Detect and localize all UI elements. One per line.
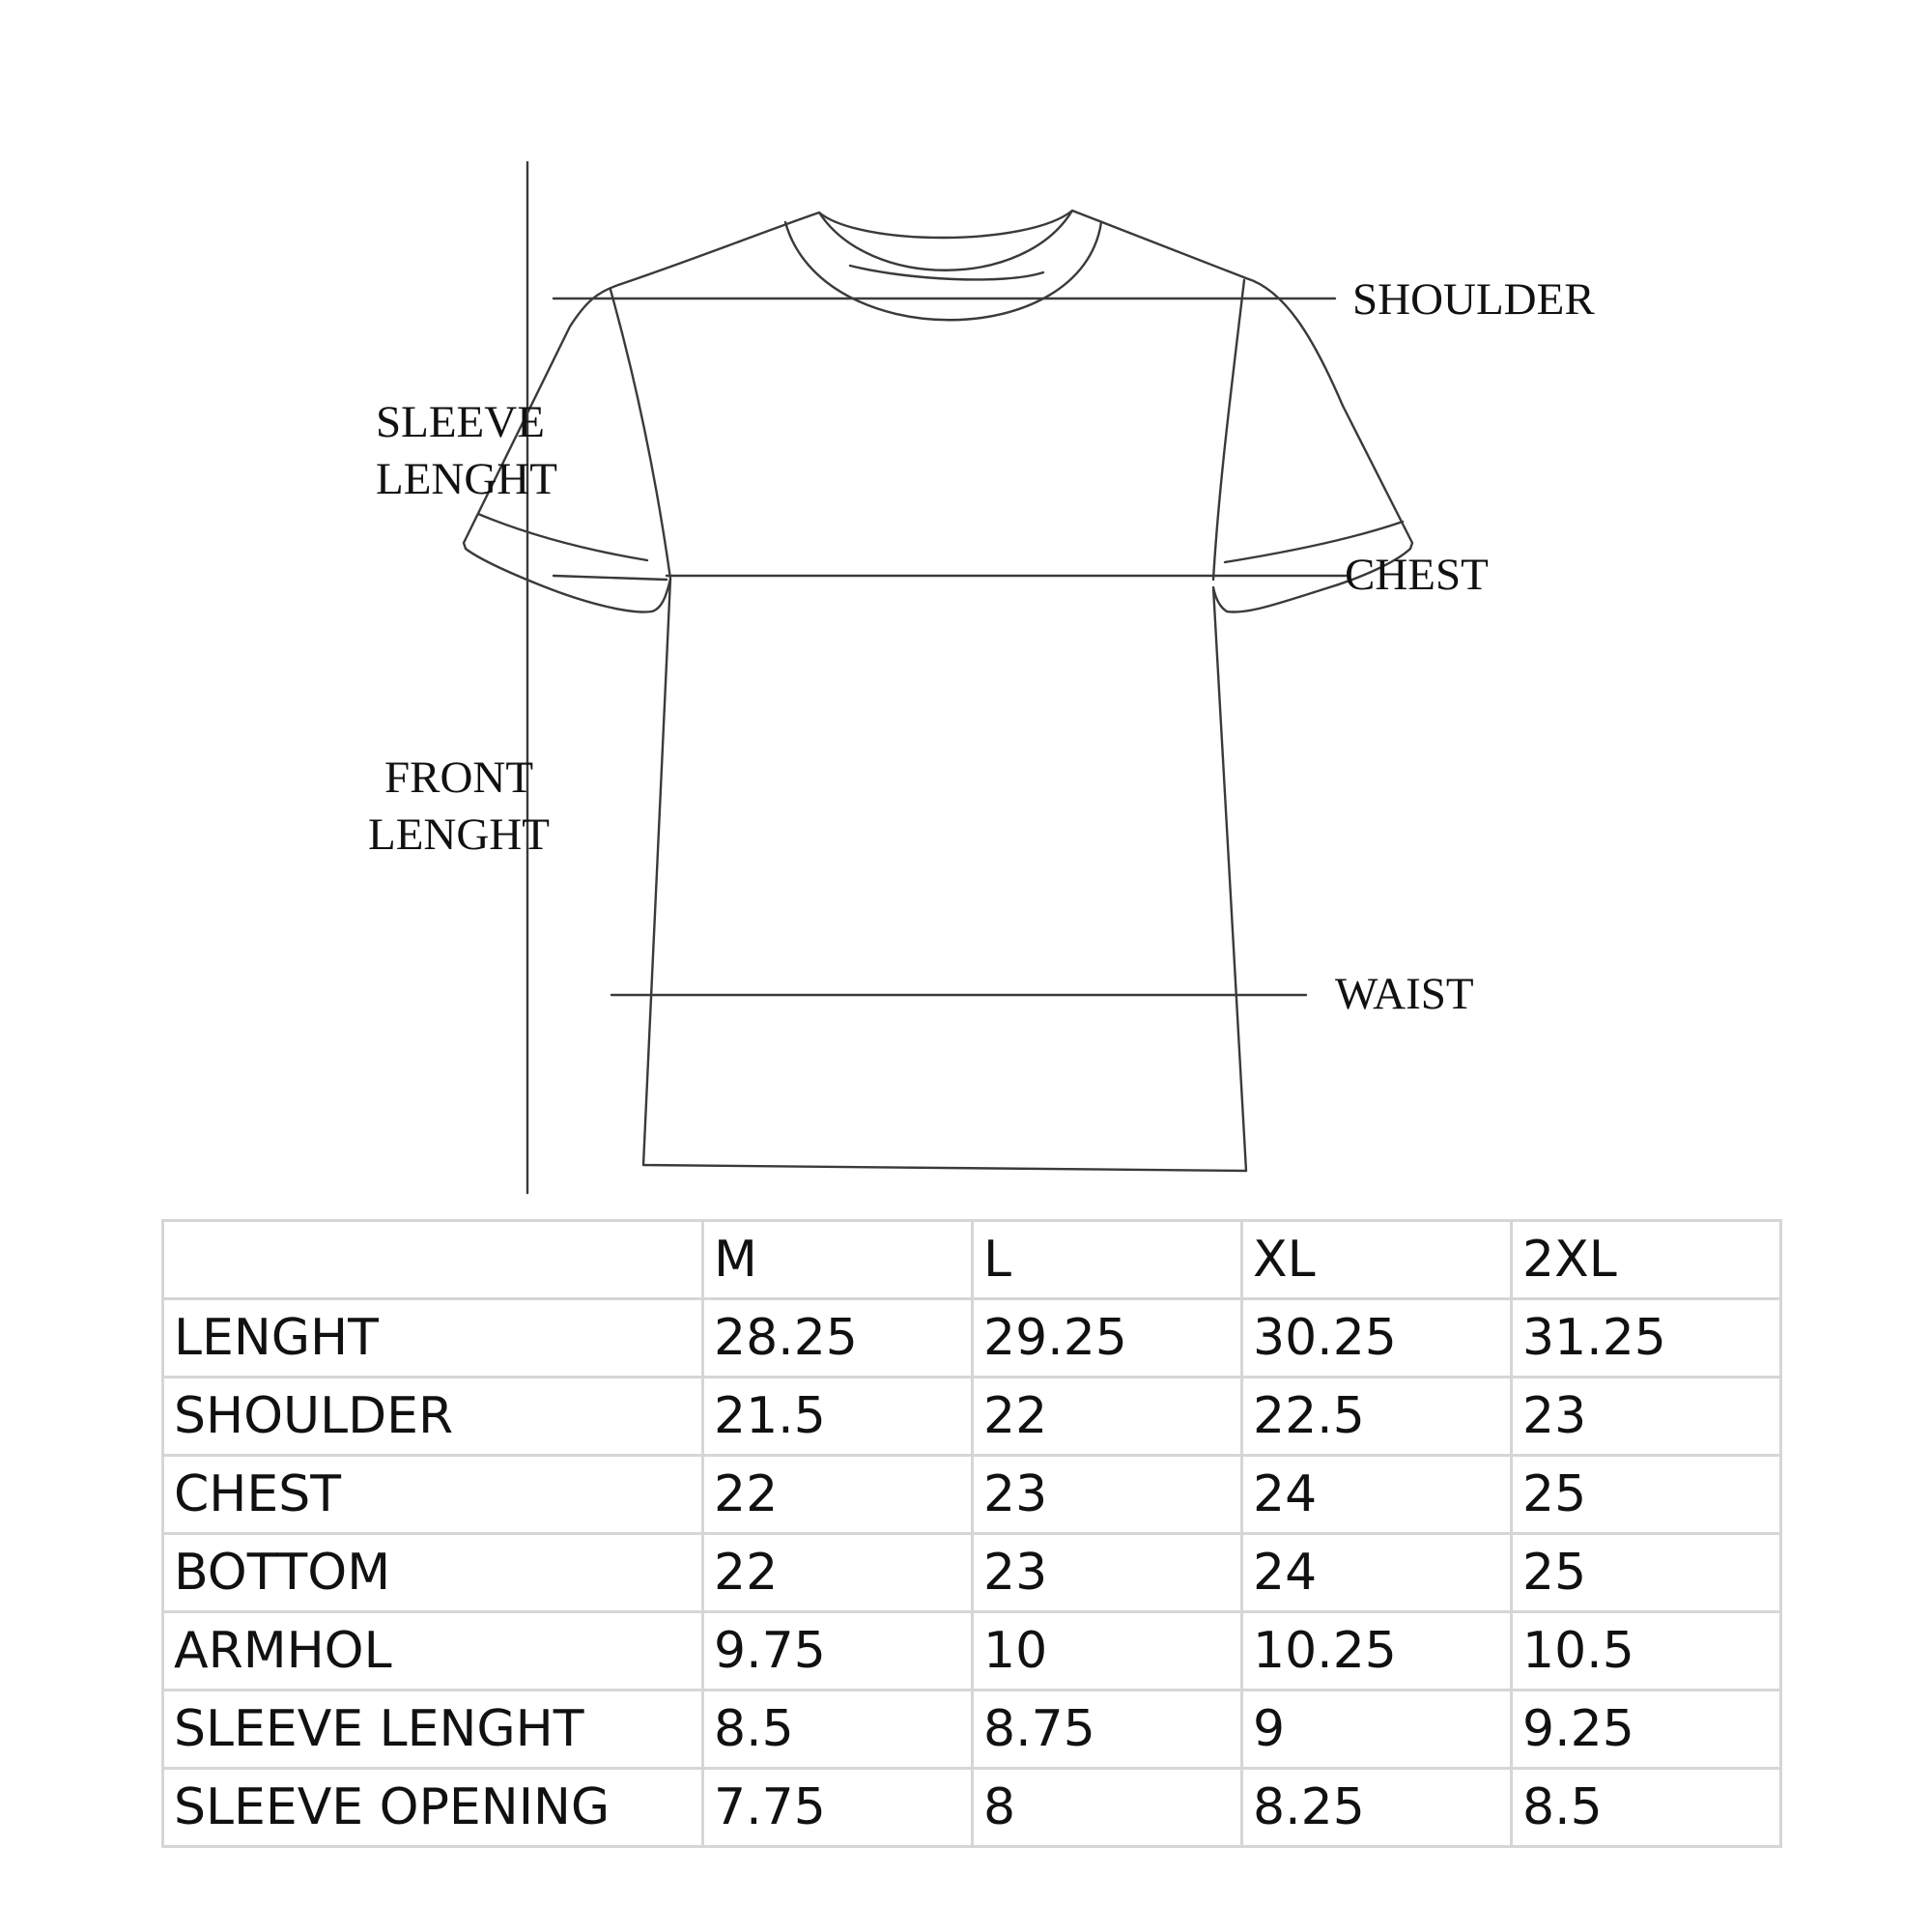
table-cell: 28.25 [703,1299,973,1378]
table-cell: 30.25 [1242,1299,1512,1378]
left-armhole-seam [611,290,670,579]
sleeve-length-label-line2: LENGHT [376,454,557,504]
table-cell: 8.5 [703,1690,973,1769]
table-row [163,1534,1781,1612]
table-cell: 8.75 [973,1690,1242,1769]
table-cell: 8.25 [1242,1769,1512,1847]
table-cell: 23 [1512,1378,1781,1456]
table-cell: 25 [1512,1534,1781,1612]
table-cell: 22 [703,1534,973,1612]
table-row [163,1612,1781,1690]
table-row [163,1769,1781,1847]
table-cell: 31.25 [1512,1299,1781,1378]
table-cell: 24 [1242,1456,1512,1534]
size-header: M [703,1221,973,1299]
table-cell: 10.5 [1512,1612,1781,1690]
chest-label: CHEST [1345,550,1489,600]
tshirt-outline [464,211,1412,1171]
table-cell: 10.25 [1242,1612,1512,1690]
table-cell: 8 [973,1769,1242,1847]
table-row [163,1690,1781,1769]
table-cell: 25 [1512,1456,1781,1534]
sleeve-length-label-line1: SLEEVE [376,397,545,447]
table-cell: 22 [703,1456,973,1534]
row-label: SLEEVE OPENING [163,1769,703,1847]
table-cell: 9.25 [1512,1690,1781,1769]
table-row [163,1378,1781,1456]
table-cell: 9.75 [703,1612,973,1690]
table-cell: 23 [973,1456,1242,1534]
size-chart-table [161,1219,1782,1848]
row-label: SLEEVE LENGHT [163,1690,703,1769]
collar-inner-top [819,211,1072,270]
shoulder-label: SHOULDER [1352,274,1595,325]
right-armhole-seam [1213,280,1244,580]
waist-label: WAIST [1335,969,1474,1019]
table-cell: 8.5 [1512,1769,1781,1847]
table-cell: 22 [973,1378,1242,1456]
size-header: XL [1242,1221,1512,1299]
collar-inner-band [850,266,1043,279]
front-length-label-line2: LENGHT [368,810,550,860]
table-cell: 29.25 [973,1299,1242,1378]
table-cell: 21.5 [703,1378,973,1456]
size-header: L [973,1221,1242,1299]
row-label: SHOULDER [163,1378,703,1456]
row-label: ARMHOL [163,1612,703,1690]
table-cell: 23 [973,1534,1242,1612]
table-cell: 22.5 [1242,1378,1512,1456]
row-label: LENGHT [163,1299,703,1378]
row-label: CHEST [163,1456,703,1534]
table-header-row [163,1221,1781,1299]
table-row [163,1456,1781,1534]
table-corner-cell [163,1221,703,1299]
front-length-label-line1: FRONT [384,753,534,803]
left-sleeve-cuff [478,514,647,560]
table-cell: 7.75 [703,1769,973,1847]
table-row [163,1299,1781,1378]
row-label: BOTTOM [163,1534,703,1612]
table-cell: 10 [973,1612,1242,1690]
table-cell: 9 [1242,1690,1512,1769]
size-header: 2XL [1512,1221,1781,1299]
table-cell: 24 [1242,1534,1512,1612]
sleeve-length-line [554,576,667,580]
